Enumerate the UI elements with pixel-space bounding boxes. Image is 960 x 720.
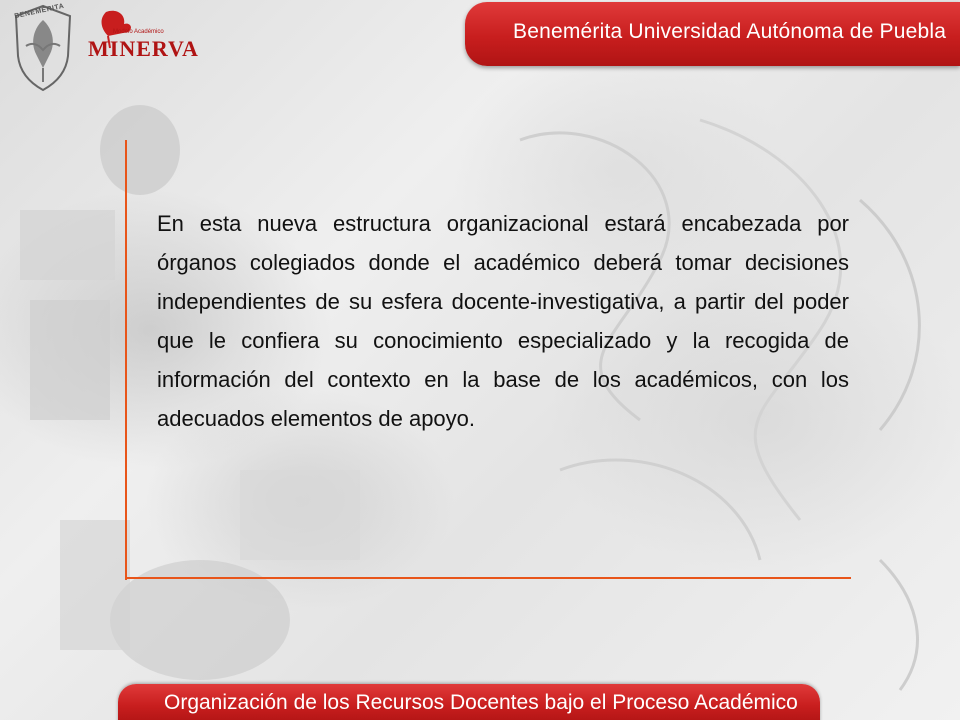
frame-vertical-line <box>125 140 127 580</box>
frame-horizontal-line <box>125 577 851 579</box>
header-title: Benemérita Universidad Autónoma de Puebla <box>513 20 947 43</box>
footer-bar <box>118 684 820 720</box>
header-bar <box>465 2 960 66</box>
body-paragraph: En esta nueva estructura organizacional estará encabezada por órganos colegiados donde el académico deberá tomar decisiones independientes de su esfera docente-investigativa, a partir del poder que le confiera su conocimiento especializado y la recogida de información del contexto en la base de los académicos, con los adecuados elementos de apoyo. <box>157 211 849 431</box>
minerva-subtitle: Modelo Académico <box>113 29 164 35</box>
seal-label: BENEMÉRITA <box>13 2 65 21</box>
minerva-wordmark: MINERVA <box>88 36 199 61</box>
footer-title: Organización de los Recursos Docentes bajo el Proceso Académico <box>164 691 798 714</box>
